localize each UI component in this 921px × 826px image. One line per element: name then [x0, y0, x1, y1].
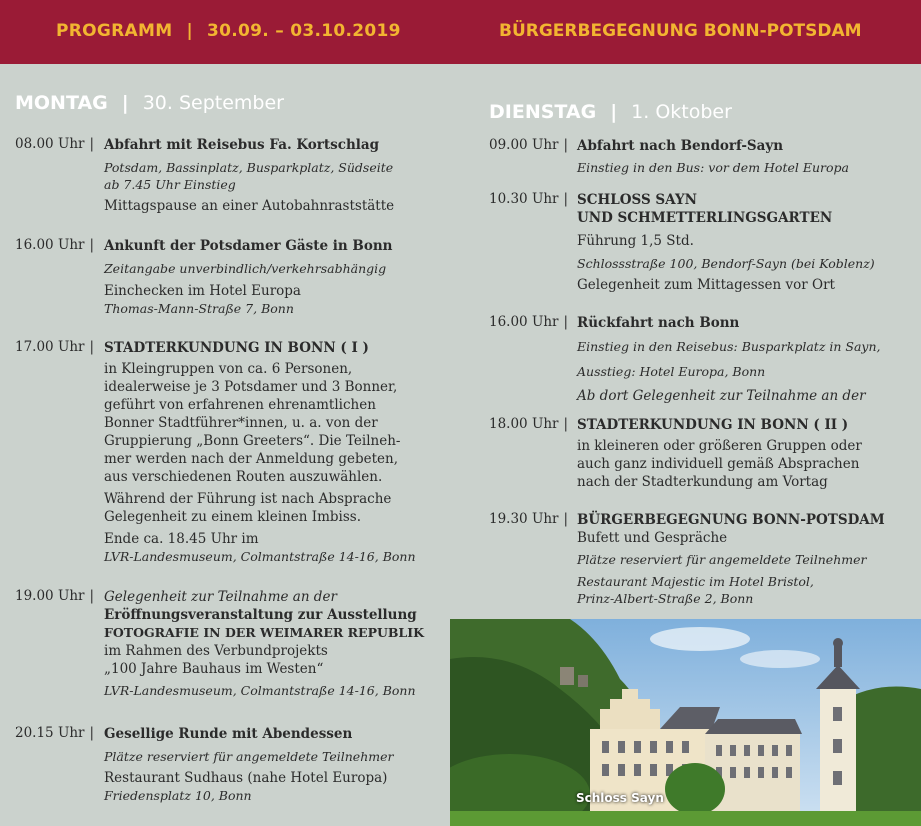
program-label: PROGRAMM: [56, 21, 173, 41]
entry-line: Gelegenheit zu einem kleinen Imbiss.: [104, 509, 362, 525]
entry-line: Thomas-Mann-Straße 7, Bonn: [104, 301, 294, 316]
header-banner: [0, 0, 921, 64]
castle-illustration: [450, 619, 921, 826]
entry-time: 19.30 Uhr |: [489, 511, 569, 527]
entry-line: idealerweise je 3 Potsdamer und 3 Bonner,: [104, 379, 398, 395]
entry-line: Ende ca. 18.45 Uhr im: [104, 531, 259, 547]
entry-body: [577, 511, 917, 607]
entry-time: 17.00 Uhr |: [15, 339, 95, 355]
entry-title: Gesellige Runde mit Abendessen: [104, 726, 353, 742]
entry-line: Führung 1,5 Std.: [577, 233, 694, 249]
program-dates: [56, 21, 401, 41]
entry-line: in kleineren oder größeren Gruppen oder: [577, 438, 862, 454]
entry-title: SCHLOSS SAYN: [577, 192, 697, 208]
entry-time: 09.00 Uhr |: [489, 137, 569, 153]
entry-title: Rückfahrt nach Bonn: [577, 315, 740, 331]
entry-line: Einstieg in den Bus: vor dem Hotel Europa: [577, 160, 849, 175]
entry-line: Bonner Stadtführer*innen, u. a. von der: [104, 415, 378, 431]
entry-line: nach der Stadterkundung am Vortag: [577, 474, 828, 490]
entry-line: aus verschiedenen Routen auszuwählen.: [104, 469, 383, 485]
entry-line: Gruppierung „Bonn Greeters“. Die Teilneh-: [104, 433, 401, 449]
entry-body: [577, 314, 917, 405]
entry-line: in Kleingruppen von ca. 6 Personen,: [104, 361, 353, 377]
entry-time: 08.00 Uhr |: [15, 136, 95, 152]
entry-line: Potsdam, Bassinplatz, Busparkplatz, Südseite: [104, 160, 394, 175]
entry-line: Schlossstraße 100, Bendorf-Sayn (bei Koblenz): [577, 256, 875, 271]
entry-line: Gelegenheit zum Mittagessen vor Ort: [577, 277, 835, 293]
entry-line: Ausstieg: Hotel Europa, Bonn: [577, 364, 766, 379]
entry-line: Einchecken im Hotel Europa: [104, 283, 301, 299]
entry-time: 19.00 Uhr |: [15, 588, 95, 604]
entry-title: UND SCHMETTERLINGSGARTEN: [577, 210, 833, 226]
day-date: 30. September: [142, 92, 284, 114]
entry-line: Einstieg in den Reisebus: Busparkplatz in Sayn,: [577, 339, 881, 354]
entry-line: Plätze reserviert für angemeldete Teilnehmer: [104, 749, 394, 764]
entry-line: Restaurant Sudhaus (nahe Hotel Europa): [104, 770, 388, 786]
entry-body: [104, 725, 444, 804]
entry-body: [577, 191, 917, 294]
photo-caption: Schloss Sayn: [576, 791, 664, 805]
entry-title: STADTERKUNDUNG IN BONN ( I ): [104, 340, 369, 356]
entry-line: Während der Führung ist nach Absprache: [104, 491, 392, 507]
entry-line: Plätze reserviert für angemeldete Teilnehmer: [577, 552, 867, 567]
entry-line: LVR-Landesmuseum, Colmantstraße 14-16, Bonn: [104, 683, 416, 698]
day-separator: |: [121, 92, 129, 114]
entry-title: Ankunft der Potsdamer Gäste in Bonn: [104, 238, 393, 254]
entry-body: [104, 339, 444, 565]
entry-line: Prinz-Albert-Straße 2, Bonn: [577, 591, 754, 606]
program-date-range: 30.09. – 03.10.2019: [206, 21, 401, 41]
event-title: BÜRGERBEGEGNUNG BONN-POTSDAM: [499, 21, 862, 41]
entry-time: 16.00 Uhr |: [489, 314, 569, 330]
entry-body: [577, 416, 917, 491]
entry-title: STADTERKUNDUNG IN BONN ( II ): [577, 417, 849, 433]
entry-time: 18.00 Uhr |: [489, 416, 569, 432]
entry-title: BÜRGERBEGEGNUNG BONN-POTSDAM: [577, 512, 885, 528]
entry-line: Bufett und Gespräche: [577, 530, 728, 546]
entry-line: Mittagspause an einer Autobahnraststätte: [104, 198, 395, 214]
entry-body: [104, 237, 434, 317]
entry-title: FOTOGRAFIE IN DER WEIMARER REPUBLIK: [104, 625, 424, 640]
day-heading-tuesday: [489, 101, 732, 123]
entry-line: auch ganz individuell gemäß Absprachen: [577, 456, 860, 472]
entry-line: Friedensplatz 10, Bonn: [104, 788, 252, 803]
entry-time: 20.15 Uhr |: [15, 725, 95, 741]
entry-time: 16.00 Uhr |: [15, 237, 95, 253]
entry-line: Gelegenheit zur Teilnahme an der: [104, 589, 337, 605]
entry-time: 10.30 Uhr |: [489, 191, 569, 207]
day-heading-monday: [15, 92, 284, 114]
day-name: MONTAG: [15, 92, 108, 114]
day-separator: |: [610, 101, 618, 123]
entry-body: [104, 588, 444, 699]
entry-line: Restaurant Majestic im Hotel Bristol,: [577, 574, 814, 589]
header-separator: |: [186, 21, 193, 41]
entry-line: Zeitangabe unverbindlich/verkehrsabhängig: [104, 261, 387, 276]
entry-line: LVR-Landesmuseum, Colmantstraße 14-16, Bonn: [104, 549, 416, 564]
day-name: DIENSTAG: [489, 101, 597, 123]
entry-line: ab 7.45 Uhr Einstieg: [104, 177, 236, 192]
entry-title: Abfahrt mit Reisebus Fa. Kortschlag: [104, 137, 380, 153]
entry-line: im Rahmen des Verbundprojekts: [104, 643, 328, 659]
entry-title: Abfahrt nach Bendorf-Sayn: [577, 138, 784, 154]
castle-photo: [450, 619, 921, 826]
entry-line: geführt von erfahrenen ehrenamtlichen: [104, 397, 376, 413]
entry-body: [577, 137, 917, 176]
entry-line: „100 Jahre Bauhaus im Westen“: [104, 661, 324, 677]
entry-body: [104, 136, 434, 215]
entry-line: Ab dort Gelegenheit zur Teilnahme an der: [577, 388, 866, 404]
entry-line: mer werden nach der Anmeldung gebeten,: [104, 451, 398, 467]
entry-title: Eröffnungsveranstaltung zur Ausstellung: [104, 607, 417, 623]
day-date: 1. Oktober: [631, 101, 732, 123]
